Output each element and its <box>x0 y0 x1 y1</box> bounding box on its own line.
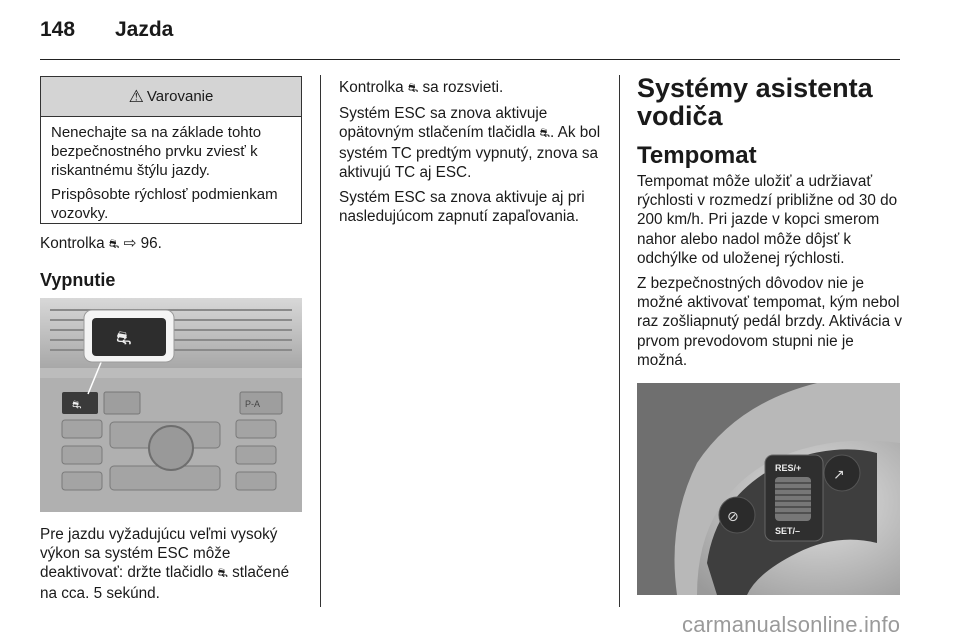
deactivation-paragraph: Pre jazdu vyžadujúcu veľmi vysoký výkon sa systém ESC môže deaktivovať: držte tlačidlo ⛐ stlačené na cca. 5 sekúnd. <box>40 526 290 602</box>
paragraph-kontrolka: Kontrolka ⛐ sa rozsvieti. <box>339 79 504 96</box>
svg-text:↗: ↗ <box>833 467 845 483</box>
paragraph-tempomat-safety: Z bezpečnostných dôvodov nie je možné aktivovať tempomat, kým nebol raz zošliapnutý pedál brzdy. Aktivácia v prvom prevodovom stupni nie je možná. <box>637 275 902 369</box>
column-divider-2 <box>619 75 620 607</box>
warning-paragraph: Nenechajte sa na základe tohto bezpečnostného prvku zviesť k riskantnému štýlu jazdy. <box>51 124 262 179</box>
esc-off-icon: ⛐ <box>539 126 551 141</box>
esc-off-icon: ⛐ <box>108 237 120 251</box>
paragraph-reactivate: Systém ESC sa znova aktivuje opätovným stlačením tlačidla ⛐. Ak bol systém TC predtým vypnutý, znova sa aktivujú TC aj ESC. <box>339 105 601 181</box>
warning-body <box>41 117 301 223</box>
steering-wheel-controls-illustration <box>637 383 900 595</box>
page-number: 148 <box>40 18 76 41</box>
column-2-text <box>339 78 601 226</box>
warning-triangle-icon: ⚠ <box>128 86 144 106</box>
esc-off-icon: ⛐ <box>407 81 419 95</box>
warning-box <box>40 76 302 224</box>
subsection-title: Tempomat <box>637 142 757 169</box>
svg-text:⛐: ⛐ <box>116 328 132 349</box>
svg-text:⊘: ⊘ <box>727 509 739 525</box>
svg-text:⛐: ⛐ <box>72 398 82 411</box>
column-3-text <box>637 74 903 370</box>
section-heading-vypnutie: Vypnutie <box>40 270 116 290</box>
chapter-title: Jazda <box>115 18 174 41</box>
warning-paragraph: Prispôsobte rýchlosť podmienkam vozovky. <box>51 186 278 222</box>
warning-header <box>41 77 301 117</box>
warning-title: Varovanie <box>146 88 214 105</box>
center-console-illustration <box>40 298 302 512</box>
watermark: carmanualsonline.info <box>682 612 901 637</box>
svg-text:RES/+: RES/+ <box>775 463 802 473</box>
esc-off-icon: ⛐ <box>217 566 228 581</box>
page-ref-arrow-icon: ⇨ <box>123 235 137 252</box>
page-header <box>40 18 900 60</box>
column-divider-1 <box>320 75 321 607</box>
paragraph-tempomat-range: Tempomat môže uložiť a udržiavať rýchlosti v rozmedzí približne od 30 do 200 km/h. Pri jazde v kopci smerom nahor alebo nadol môže dôjsť k odchýlke od uloženej rýchlosti. <box>637 173 898 267</box>
kontrolka-reference: Kontrolka ⛐ ⇨ 96. <box>40 235 162 252</box>
svg-text:SET/–: SET/– <box>775 526 801 536</box>
section-title: Systémy asistenta vodiča <box>637 73 873 131</box>
paragraph-ignition: Systém ESC sa znova aktivuje aj pri nasledujúcom zapnutí zapaľovania. <box>339 189 585 226</box>
svg-text:P-A: P-A <box>245 399 261 409</box>
